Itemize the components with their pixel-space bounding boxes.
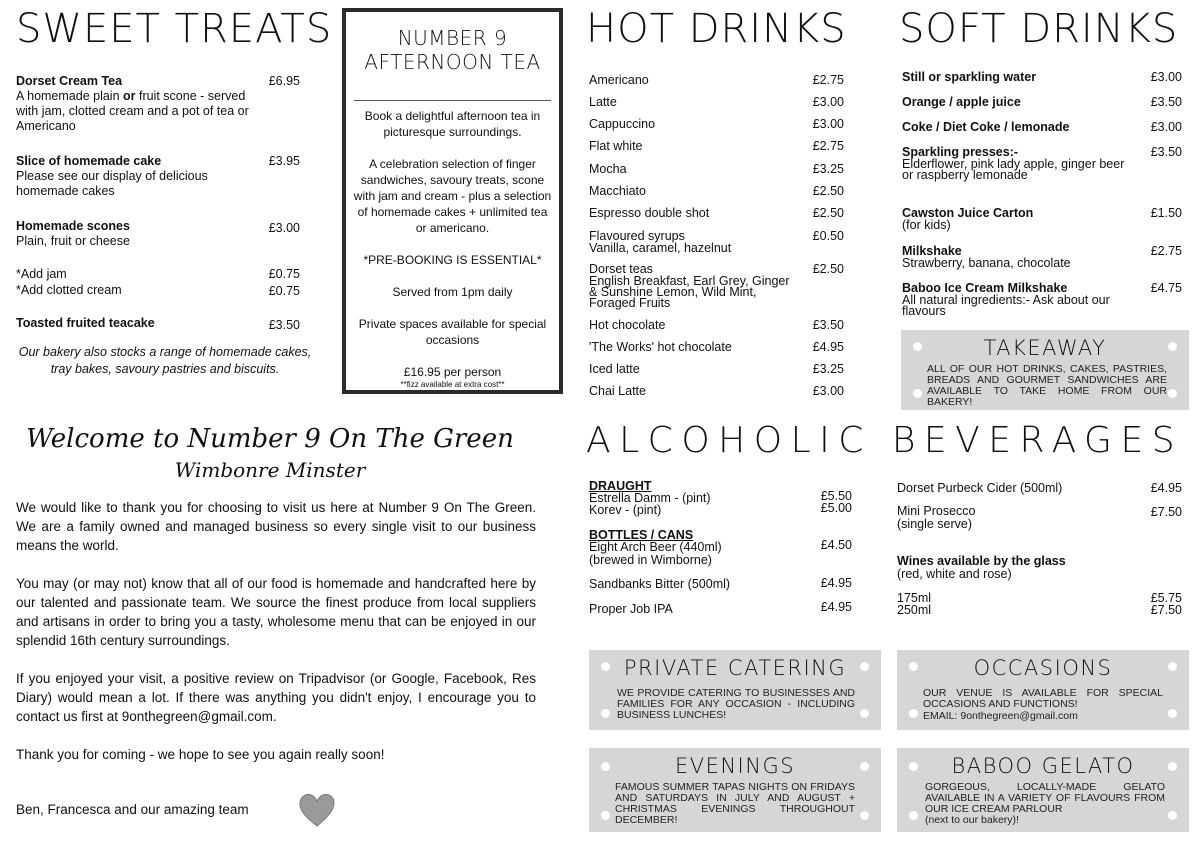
- item-name: Eight Arch Beer (440ml): [589, 540, 722, 554]
- welcome-paragraph: We would like to thank you for choosing to visit us here at Number 9 On The Green. We are a family owned and managed business so every single visit to our business means the world.: [16, 500, 536, 553]
- item-price: £2.75: [1150, 244, 1182, 258]
- afternoon-tea-intro: Book a delightful afternoon tea in picturesque surroundings.: [364, 109, 541, 139]
- item-price: £4.75: [1150, 281, 1182, 295]
- item-desc: Please see our display of delicious homemade cakes: [16, 169, 208, 198]
- item-price: £3.00: [812, 117, 844, 131]
- afternoon-tea-title: NUMBER 9 AFTERNOON TEA: [364, 26, 541, 74]
- menu-item: [589, 95, 792, 110]
- takeaway-text: ALL OF OUR HOT DRINKS, CAKES, PASTRIES, BREADS AND GOURMET SANDWICHES ARE AVAILABLE TO TAKE HOME FROM OUR BAKERY!: [927, 363, 1167, 408]
- item-name: Baboo Ice Cream Milkshake: [902, 281, 1068, 295]
- item-price: £5.00: [820, 501, 852, 515]
- item-price: £5.50: [820, 489, 852, 503]
- wine-size: 250ml: [897, 603, 932, 617]
- item-name: Chai Latte: [589, 384, 646, 398]
- bullet-dot-icon: [909, 709, 918, 718]
- menu-item: [589, 162, 792, 177]
- item-name: Iced latte: [589, 362, 640, 376]
- item-desc: Elderflower, pink lady apple, ginger beer or raspberry lemonade: [902, 157, 1125, 182]
- evenings-text: FAMOUS SUMMER TAPAS NIGHTS ON FRIDAYS AND SATURDAYS IN JULY AND AUGUST + CHRISTMAS EVENINGS THROUGHOUT DECEMBER!: [615, 781, 855, 826]
- menu-item: [902, 145, 1128, 181]
- menu-item: [902, 70, 1128, 85]
- bullet-dot-icon: [1168, 709, 1177, 718]
- item-price: £7.50: [1150, 603, 1182, 617]
- draught-heading: DRAUGHT: [589, 479, 652, 493]
- item-price: £3.50: [268, 318, 300, 332]
- menu-item: Estrella Damm - (pint): [589, 491, 711, 505]
- item-name: 'The Works' hot chocolate: [589, 340, 732, 354]
- menu-item: [589, 206, 792, 221]
- item-name: Cawston Juice Carton: [902, 206, 1034, 220]
- private-catering-title: PRIVATE CATERING: [623, 656, 847, 680]
- item-name: Latte: [589, 95, 617, 109]
- baboo-gelato-location: (next to our bakery)!: [925, 814, 1019, 826]
- item-price: £2.75: [812, 139, 844, 153]
- menu-item: [589, 541, 722, 567]
- menu-item: Korev - (pint): [589, 503, 662, 517]
- item-price: £3.50: [1150, 95, 1182, 109]
- item-name: Mocha: [589, 162, 627, 176]
- item-price: £2.50: [812, 206, 844, 220]
- bakery-note: Our bakery also stocks a range of homemade cakes, tray bakes, savoury pastries and biscuits.: [18, 345, 312, 376]
- menu-item: [589, 139, 792, 154]
- fizz-note: **fizz available at extra cost**: [400, 380, 505, 389]
- item-name: Sparkling presses:-: [902, 145, 1019, 159]
- item-name: Cappuccino: [589, 117, 656, 131]
- menu-item: [897, 505, 976, 531]
- item-price: £6.95: [268, 74, 300, 88]
- item-price: £3.00: [812, 95, 844, 109]
- item-name: Orange / apple juice: [902, 95, 1021, 109]
- menu-item: Sandbanks Bitter (500ml): [589, 577, 731, 591]
- item-desc: Vanilla, caramel, hazelnut: [589, 241, 732, 255]
- wines-heading: [897, 555, 1066, 581]
- wines-title: Wines available by the glass: [897, 554, 1066, 568]
- bullet-dot-icon: [909, 811, 918, 820]
- bullet-dot-icon: [601, 709, 610, 718]
- afternoon-tea-price: £16.95 per person: [403, 365, 502, 379]
- afternoon-tea-description: A celebration selection of finger sandwiches, savoury treats, scone with jam and cream - plus a selection of homemade cakes + unlimited tea or americano.: [353, 157, 552, 235]
- takeaway-title: TAKEAWAY: [983, 336, 1107, 360]
- menu-item: [16, 219, 256, 249]
- menu-item: [589, 262, 792, 309]
- menu-item: [902, 244, 1128, 269]
- serving-times: Served from 1pm daily: [392, 285, 513, 299]
- item-name: Espresso double shot: [589, 206, 710, 220]
- item-name: Mini Prosecco: [897, 504, 976, 518]
- item-desc: (for kids): [902, 218, 951, 232]
- occasions-text: OUR VENUE IS AVAILABLE FOR SPECIAL OCCASIONS AND FUNCTIONS!: [923, 687, 1163, 710]
- item-price: £0.75: [268, 267, 300, 281]
- menu-item: Dorset Purbeck Cider (500ml): [897, 481, 1063, 495]
- bullet-dot-icon: [860, 709, 869, 718]
- item-name: Flat white: [589, 139, 643, 153]
- menu-item: [589, 384, 792, 399]
- private-catering-text: WE PROVIDE CATERING TO BUSINESSES AND FAMILIES FOR ANY OCCASION - INCLUDING BUSINESS LUNCHES!: [617, 687, 855, 721]
- menu-item: [902, 120, 1128, 135]
- bullet-dot-icon: [1168, 389, 1177, 398]
- item-price: £5.75: [1150, 591, 1182, 605]
- menu-item: [16, 154, 256, 199]
- item-price: £1.50: [1150, 206, 1182, 220]
- prebooking-notice: *PRE-BOOKING IS ESSENTIAL*: [363, 253, 542, 267]
- item-desc: (brewed in Wimborne): [589, 553, 712, 567]
- menu-item: [902, 206, 1128, 231]
- private-catering-panel: [589, 650, 881, 730]
- item-price: £4.95: [820, 600, 852, 614]
- item-name: Milkshake: [902, 244, 962, 258]
- heart-icon: [298, 792, 336, 828]
- item-price: £4.95: [812, 340, 844, 354]
- item-price: £3.25: [812, 362, 844, 376]
- item-price: £3.00: [1150, 120, 1182, 134]
- bullet-dot-icon: [913, 389, 922, 398]
- item-price: £3.50: [812, 318, 844, 332]
- item-name: Dorset teas: [589, 262, 653, 276]
- item-desc: Plain, fruit or cheese: [16, 234, 130, 248]
- item-price: £3.00: [268, 221, 300, 235]
- item-name: Macchiato: [589, 184, 646, 198]
- item-name: Flavoured syrups: [589, 229, 685, 243]
- occasions-panel: [897, 650, 1189, 730]
- wines-desc: (red, white and rose): [897, 567, 1012, 581]
- item-desc: Strawberry, banana, chocolate: [902, 256, 1071, 270]
- baboo-gelato-text: GORGEOUS, LOCALLY-MADE GELATO AVAILABLE IN A VARIETY OF FLAVOURS FROM OUR ICE CREAM PARLOUR: [925, 781, 1165, 815]
- item-name: Still or sparkling water: [902, 70, 1037, 84]
- occasions-title: OCCASIONS: [973, 656, 1113, 680]
- bottles-heading: BOTTLES / CANS: [589, 528, 694, 542]
- menu-item: [589, 340, 792, 355]
- item-name: Dorset Cream Tea: [16, 74, 123, 88]
- menu-item: [902, 281, 1128, 317]
- welcome-paragraph: If you enjoyed your visit, a positive review on Tripadvisor (or Google, Facebook, Res Diary) would mean a lot. If there was anything you didn't enjoy, I encourage you to contact us first at 9onthegreen@gmail.com.: [16, 671, 536, 724]
- item-desc: A homemade plain or fruit scone - served with jam, clotted cream and a pot of tea or Americano: [16, 89, 249, 133]
- alcoholic-title: ALCOHOLIC BEVERAGES: [586, 420, 1184, 461]
- bullet-dot-icon: [601, 811, 610, 820]
- menu-item: [589, 73, 792, 88]
- takeaway-panel: [901, 330, 1189, 410]
- welcome-paragraph: You may (or may not) know that all of our food is homemade and handcrafted here by our talented and passionate team. We source the finest produce from local suppliers and artisans in order to bring you a tasty, wholesome menu that can be enjoyed in our splendid 16th century surroundings.: [16, 576, 536, 648]
- item-price: £3.00: [812, 384, 844, 398]
- menu-item: Proper Job IPA: [589, 602, 673, 616]
- hot-drinks-title: HOT DRINKS: [586, 6, 847, 52]
- menu-item: [589, 318, 792, 333]
- item-price: £2.50: [812, 262, 844, 276]
- welcome-title: Welcome to Number 9 On The Green: [26, 424, 514, 454]
- menu-item: [902, 95, 1128, 110]
- item-price: £3.25: [812, 162, 844, 176]
- item-price: £2.50: [812, 184, 844, 198]
- soft-drinks-title: SOFT DRINKS: [899, 6, 1179, 52]
- bullet-dot-icon: [1168, 811, 1177, 820]
- bullet-dot-icon: [860, 811, 869, 820]
- item-desc: English Breakfast, Earl Grey, Ginger & Sunshine Lemon, Wild Mint, Foraged Fruits: [589, 274, 790, 310]
- afternoon-tea-panel: [342, 8, 563, 394]
- item-price: £3.00: [1150, 70, 1182, 84]
- welcome-paragraph: Thank you for coming - we hope to see you again really soon!: [16, 747, 385, 762]
- menu-item: Toasted fruited teacake: [16, 316, 155, 330]
- signoff: Ben, Francesca and our amazing team: [16, 802, 249, 817]
- baboo-gelato-panel: [897, 748, 1189, 832]
- item-price: £7.50: [1150, 505, 1182, 519]
- item-name: Americano: [589, 73, 649, 87]
- occasions-email: [923, 711, 1078, 722]
- item-price: £3.95: [268, 154, 300, 168]
- item-price: £4.95: [1150, 481, 1182, 495]
- private-spaces: Private spaces available for special occasions: [358, 317, 547, 347]
- item-price: £4.50: [820, 538, 852, 552]
- item-name: Homemade scones: [16, 219, 130, 233]
- item-desc: (single serve): [897, 517, 973, 531]
- menu-item: *Add jam: [16, 267, 67, 281]
- menu-item: [589, 362, 792, 377]
- item-name: Coke / Diet Coke / lemonade: [902, 120, 1070, 134]
- menu-item: [589, 184, 792, 199]
- menu-item: [589, 117, 792, 132]
- item-price: £4.95: [820, 576, 852, 590]
- item-price: £0.75: [268, 284, 300, 298]
- item-name: Hot chocolate: [589, 318, 666, 332]
- item-price: £3.50: [1150, 145, 1182, 159]
- item-desc: All natural ingredients:- Ask about our flavours: [902, 293, 1110, 318]
- menu-item: [16, 74, 256, 134]
- item-price: £0.50: [812, 229, 844, 243]
- email-label: EMAIL:: [923, 710, 958, 722]
- welcome-body: [16, 498, 536, 764]
- afternoon-tea-text: [352, 108, 553, 390]
- wine-size: 175ml: [897, 591, 932, 605]
- welcome-subtitle: Wimbonre Minster: [174, 458, 366, 482]
- sweet-treats-title: SWEET TREATS: [16, 6, 333, 52]
- evenings-title: EVENINGS: [674, 754, 796, 778]
- email-link[interactable]: 9onthegreen@gmail.com: [960, 710, 1078, 722]
- evenings-panel: [589, 748, 881, 832]
- menu-item: *Add clotted cream: [16, 283, 122, 297]
- afternoon-tea-rule: [354, 100, 551, 101]
- baboo-gelato-title: BABOO GELATO: [951, 754, 1135, 778]
- menu-item: [589, 229, 792, 254]
- item-price: £2.75: [812, 73, 844, 87]
- item-name: Slice of homemade cake: [16, 154, 162, 168]
